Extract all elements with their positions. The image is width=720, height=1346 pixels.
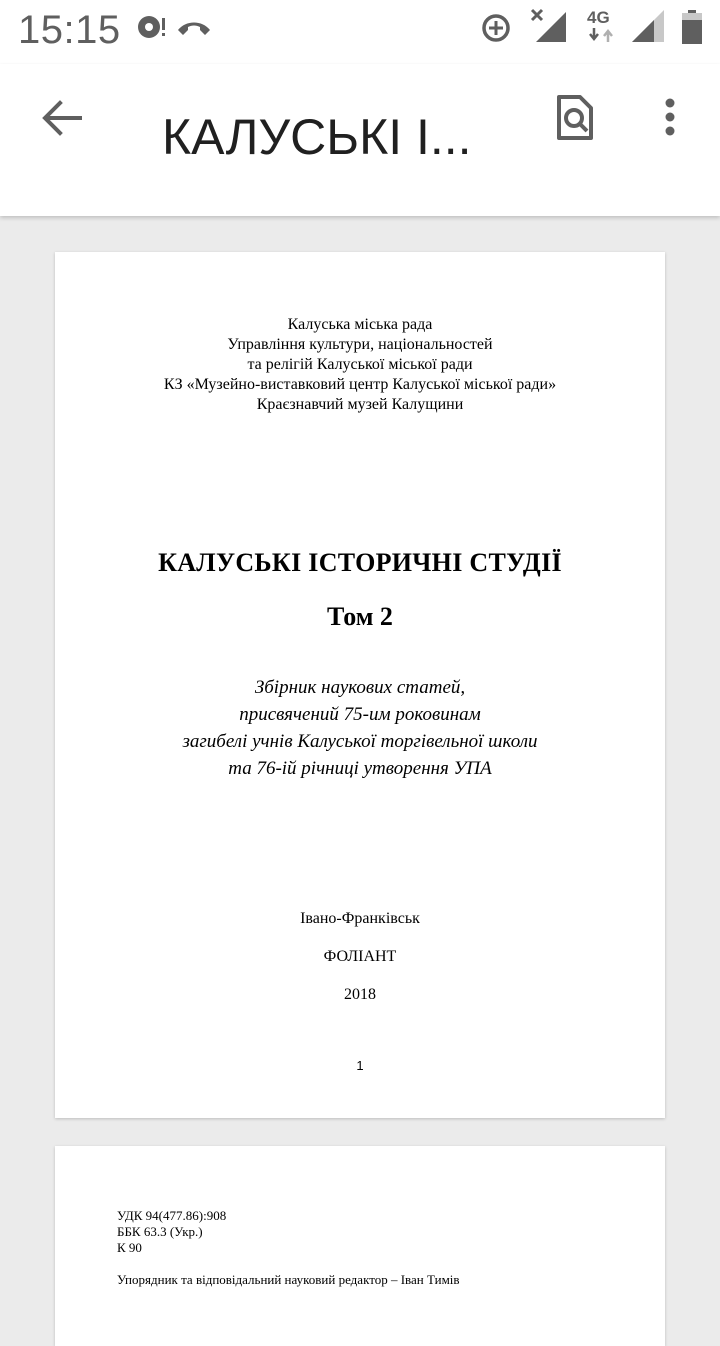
classification-block [117,1208,226,1256]
document-page-1 [55,252,665,1118]
classification-line: К 90 [117,1240,142,1255]
signal-icon [630,8,666,44]
publisher-line: КЗ «Музейно-виставковий центр Калуської міської ради» [163,376,557,393]
subtitle-line: загибелі учнів Калуської торгівельної школи [182,731,538,752]
publisher-line: Калуська міська рада [287,316,433,333]
document-page-2 [55,1146,665,1346]
publisher-name: ФОЛІАНТ [323,948,397,965]
network-4g-icon [585,8,617,44]
editor-line: Упорядник та відповідальний науковий редактор – Іван Тимів [117,1272,460,1287]
subtitle-line: присвячений 75-им роковинам [239,704,481,725]
document-title: КАЛУСЬКІ І... [162,109,472,165]
publication-city: Івано-Франківськ [300,910,420,927]
missed-call-icon [176,16,212,38]
app-bar [0,64,720,216]
classification-line: ББК 63.3 (Укр.) [117,1224,203,1239]
data-saver-icon [480,12,512,44]
status-bar [0,0,720,64]
publisher-line: Управління культури, національностей [227,336,493,353]
classification-line: УДК 94(477.86):908 [117,1208,227,1223]
more-vert-icon[interactable] [660,98,680,138]
page-number: 1 [356,1058,364,1073]
status-time: 15:15 [18,8,121,52]
signal-no-service-icon [528,8,568,44]
publication-year: 2018 [344,986,376,1003]
publisher-block [55,315,665,415]
battery-icon [680,10,704,44]
volume-label: Том 2 [327,602,393,631]
network-label: 4G [587,8,610,27]
back-arrow-icon[interactable] [40,96,84,140]
book-title: КАЛУСЬКІ ІСТОРИЧНІ СТУДІЇ [158,548,562,577]
publisher-line: Краєзнавчий музей Калущини [256,396,464,413]
publisher-line: та релігій Калуської міської ради [247,356,473,373]
subtitle-block [55,674,665,782]
notification-icon [136,14,170,40]
subtitle-line: та 76-ій річниці утворення УПА [228,758,492,779]
subtitle-line: Збірник наукових статей, [254,677,466,698]
search-document-icon[interactable] [552,94,598,142]
